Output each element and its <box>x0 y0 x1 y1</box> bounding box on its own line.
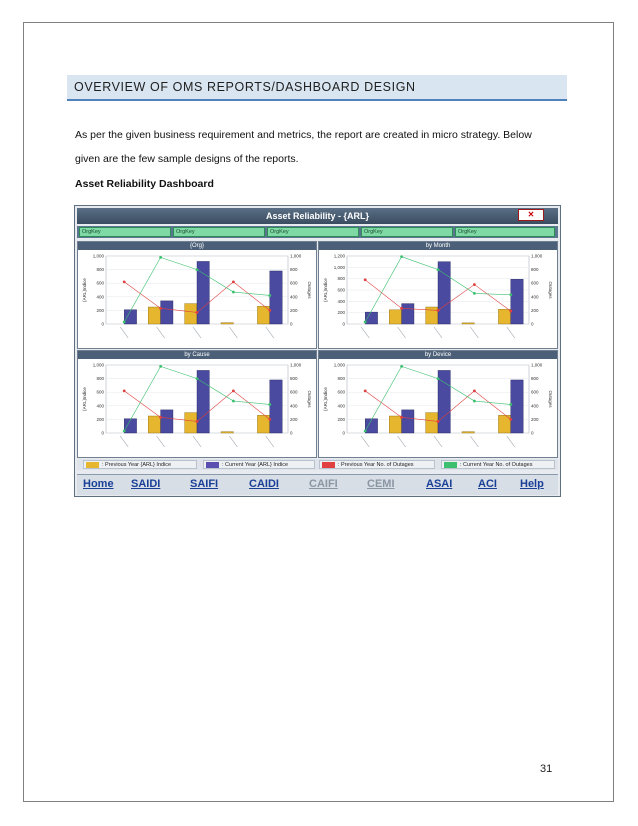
x-tick-mark <box>120 436 128 447</box>
nav-link-home[interactable]: Home <box>83 478 114 490</box>
bar-previous-year <box>462 432 474 433</box>
previous-outages-point <box>473 389 476 392</box>
y-axis-label: {ARL}Indice <box>82 387 87 411</box>
nav-link-cemi[interactable]: CEMI <box>367 478 395 490</box>
x-tick-mark <box>120 327 128 338</box>
bar-current-year <box>511 279 523 324</box>
previous-outages-point <box>159 307 162 310</box>
orgkey-filter[interactable]: OrgKey <box>267 227 359 237</box>
current-outages-point <box>437 268 440 271</box>
current-outages-point <box>232 291 235 294</box>
x-tick-mark <box>507 327 515 338</box>
close-button[interactable]: ✕ <box>518 209 544 221</box>
y2-tick-label: 1,000 <box>531 362 543 368</box>
y2-axis-label: Outages <box>548 281 553 299</box>
previous-outages-point <box>509 418 512 421</box>
y-axis-label: {ARL}Indice <box>323 387 328 411</box>
chart-panel-by-device <box>318 350 558 458</box>
y-tick-label: 1,000 <box>333 264 345 270</box>
y-tick-label: 1,000 <box>92 253 104 259</box>
previous-outages-point <box>159 416 162 419</box>
y2-tick-label: 400 <box>290 403 298 409</box>
asset-reliability-dashboard <box>74 205 561 497</box>
bar-previous-year <box>148 307 160 324</box>
previous-outages-point <box>473 283 476 286</box>
previous-outages-point <box>123 389 126 392</box>
y2-tick-label: 800 <box>531 376 539 382</box>
y2-tick-label: 800 <box>531 267 539 273</box>
previous-outages-point <box>364 389 367 392</box>
section-title: OVERVIEW OF OMS REPORTS/DASHBOARD DESIGN <box>74 80 416 94</box>
y2-tick-label: 600 <box>531 389 539 395</box>
current-outages-point <box>473 292 476 295</box>
bar-previous-year <box>462 323 474 324</box>
y2-axis-label: Outages <box>307 281 312 299</box>
x-tick-mark <box>398 327 406 338</box>
nav-link-asai[interactable]: ASAI <box>426 478 453 490</box>
body-paragraph-line-2: given are the few sample designs of the reports. <box>75 153 299 165</box>
legend-swatch <box>322 462 335 468</box>
current-outages-point <box>509 293 512 296</box>
legend-label: : Current Year {ARL} Indice <box>222 462 289 468</box>
chart-panel-by-cause <box>77 350 317 458</box>
bar-current-year <box>124 419 136 433</box>
y2-tick-label: 200 <box>531 416 539 422</box>
y2-tick-label: 200 <box>531 307 539 313</box>
legend-label: : Previous Year {ARL} Indice <box>102 462 172 468</box>
panel-title: by Cause <box>78 351 316 359</box>
bar-previous-year <box>185 304 197 324</box>
bar-current-year <box>402 304 414 324</box>
previous-outages-point <box>437 309 440 312</box>
chart-svg <box>319 359 557 457</box>
bar-previous-year <box>498 309 510 324</box>
x-tick-mark <box>266 327 274 338</box>
current-outages-point <box>400 255 403 258</box>
x-tick-mark <box>434 436 442 447</box>
current-outages-point <box>196 268 199 271</box>
current-outages-point <box>437 377 440 380</box>
y-tick-label: 400 <box>337 298 345 304</box>
previous-outages-point <box>509 310 512 313</box>
x-tick-mark <box>193 436 201 447</box>
legend-swatch <box>444 462 457 468</box>
filter-row <box>77 226 558 238</box>
previous-outages-point <box>232 280 235 283</box>
nav-link-caidi[interactable]: CAIDI <box>249 478 279 490</box>
bar-previous-year <box>389 416 401 433</box>
panel-title: {Org} <box>78 242 316 250</box>
dashboard-title: Asset Reliability - {ARL} <box>265 211 370 221</box>
panel-title: by Month <box>319 242 557 250</box>
y-tick-label: 600 <box>337 389 345 395</box>
nav-link-caifi[interactable]: CAIFI <box>309 478 338 490</box>
y2-tick-label: 400 <box>531 403 539 409</box>
current-outages-point <box>268 403 271 406</box>
y2-tick-label: 0 <box>290 430 293 436</box>
previous-outages-point <box>437 420 440 423</box>
y2-tick-label: 400 <box>531 294 539 300</box>
bar-current-year <box>365 419 377 433</box>
y2-tick-label: 800 <box>290 376 298 382</box>
bar-previous-year <box>148 416 160 433</box>
y-tick-label: 400 <box>96 403 104 409</box>
bar-previous-year <box>389 310 401 324</box>
y-tick-label: 200 <box>96 416 104 422</box>
x-tick-mark <box>398 436 406 447</box>
y2-tick-label: 600 <box>290 280 298 286</box>
bar-current-year <box>402 410 414 433</box>
current-outages-point <box>400 365 403 368</box>
bar-current-year <box>270 380 282 433</box>
y2-tick-label: 0 <box>290 321 293 327</box>
current-outages-point <box>123 430 126 433</box>
previous-outages-point <box>123 280 126 283</box>
current-outages-point <box>364 321 367 324</box>
x-tick-mark <box>470 436 478 447</box>
y2-tick-label: 1,000 <box>531 253 543 259</box>
y-tick-label: 0 <box>101 430 104 436</box>
y2-tick-label: 400 <box>290 294 298 300</box>
y-axis-label: {ARL}Indice <box>82 278 87 302</box>
x-tick-mark <box>229 327 237 338</box>
bar-current-year <box>161 410 173 433</box>
legend <box>77 459 558 470</box>
y-tick-label: 800 <box>96 267 104 273</box>
previous-outages-point <box>364 278 367 281</box>
y2-tick-label: 0 <box>531 430 534 436</box>
y-tick-label: 0 <box>342 430 345 436</box>
legend-item <box>441 460 555 469</box>
y2-tick-label: 1,000 <box>290 362 302 368</box>
current-outages-point <box>364 430 367 433</box>
nav-link-aci[interactable]: ACI <box>478 478 497 490</box>
y2-axis-label: Outages <box>548 390 553 408</box>
x-tick-mark <box>157 436 165 447</box>
orgkey-filter[interactable]: OrgKey <box>173 227 265 237</box>
report-nav-bar <box>77 474 558 495</box>
y2-axis-label: Outages <box>307 390 312 408</box>
y-tick-label: 1,000 <box>92 362 104 368</box>
bar-previous-year <box>221 432 233 433</box>
chart-svg <box>319 250 557 348</box>
legend-swatch <box>206 462 219 468</box>
dashboard-titlebar <box>77 208 558 224</box>
y2-tick-label: 600 <box>531 280 539 286</box>
y-tick-label: 600 <box>337 287 345 293</box>
bar-current-year <box>270 271 282 324</box>
x-tick-mark <box>507 436 515 447</box>
nav-link-saidi[interactable]: SAIDI <box>131 478 161 490</box>
legend-label: : Current Year No. of Outages <box>460 462 533 468</box>
legend-item <box>83 460 197 469</box>
current-outages-point <box>268 294 271 297</box>
current-outages-point <box>509 403 512 406</box>
y-tick-label: 1,200 <box>333 253 345 259</box>
x-tick-mark <box>193 327 201 338</box>
y-tick-label: 200 <box>337 416 345 422</box>
bar-previous-year <box>221 323 233 324</box>
bar-current-year <box>511 380 523 433</box>
bar-previous-year <box>185 413 197 433</box>
x-tick-mark <box>361 327 369 338</box>
y2-tick-label: 600 <box>290 389 298 395</box>
bar-previous-year <box>426 413 438 433</box>
y-tick-label: 200 <box>337 310 345 316</box>
y-tick-label: 800 <box>337 276 345 282</box>
current-outages-point <box>232 400 235 403</box>
y-tick-label: 1,000 <box>333 362 345 368</box>
y2-tick-label: 800 <box>290 267 298 273</box>
previous-outages-point <box>268 309 271 312</box>
previous-outages-point <box>400 307 403 310</box>
orgkey-filter[interactable]: OrgKey <box>455 227 555 237</box>
y-tick-label: 800 <box>337 376 345 382</box>
y-tick-label: 0 <box>342 321 345 327</box>
panel-title: by Device <box>319 351 557 359</box>
current-outages-point <box>159 365 162 368</box>
current-outages-point <box>159 256 162 259</box>
body-paragraph-line-1: As per the given business requirement and metrics, the report are created in micro strategy. Below <box>75 129 532 141</box>
nav-link-saifi[interactable]: SAIFI <box>190 478 219 490</box>
chart-panel-org <box>77 241 317 349</box>
chart-panel-by-month <box>318 241 558 349</box>
dashboard-subheading: Asset Reliability Dashboard <box>75 178 214 190</box>
current-outages-point <box>123 321 126 324</box>
y-axis-label: {ARL}Indice <box>323 278 328 302</box>
orgkey-filter[interactable]: OrgKey <box>361 227 453 237</box>
orgkey-filter[interactable]: OrgKey <box>79 227 171 237</box>
y-tick-label: 400 <box>337 403 345 409</box>
bar-current-year <box>161 301 173 324</box>
chart-svg <box>78 359 316 457</box>
x-tick-mark <box>470 327 478 338</box>
current-outages-point <box>473 400 476 403</box>
previous-outages-point <box>268 418 271 421</box>
previous-outages-point <box>196 311 199 314</box>
y-tick-label: 400 <box>96 294 104 300</box>
y2-tick-label: 200 <box>290 307 298 313</box>
legend-item <box>319 460 435 469</box>
chart-svg <box>78 250 316 348</box>
page-number: 31 <box>540 763 553 775</box>
y-tick-label: 200 <box>96 307 104 313</box>
previous-outages-point <box>196 420 199 423</box>
nav-link-help[interactable]: Help <box>520 478 544 490</box>
y2-tick-label: 0 <box>531 321 534 327</box>
y2-tick-label: 1,000 <box>290 253 302 259</box>
legend-item <box>203 460 315 469</box>
legend-label: : Previous Year No. of Outages <box>338 462 414 468</box>
x-tick-mark <box>266 436 274 447</box>
previous-outages-point <box>400 416 403 419</box>
x-tick-mark <box>361 436 369 447</box>
y-tick-label: 600 <box>96 389 104 395</box>
section-heading-band <box>67 75 567 101</box>
current-outages-point <box>196 377 199 380</box>
legend-swatch <box>86 462 99 468</box>
previous-outages-point <box>232 389 235 392</box>
y-tick-label: 600 <box>96 280 104 286</box>
bar-current-year <box>124 310 136 324</box>
x-tick-mark <box>157 327 165 338</box>
y-tick-label: 800 <box>96 376 104 382</box>
y-tick-label: 0 <box>101 321 104 327</box>
x-tick-mark <box>434 327 442 338</box>
y2-tick-label: 200 <box>290 416 298 422</box>
x-tick-mark <box>229 436 237 447</box>
